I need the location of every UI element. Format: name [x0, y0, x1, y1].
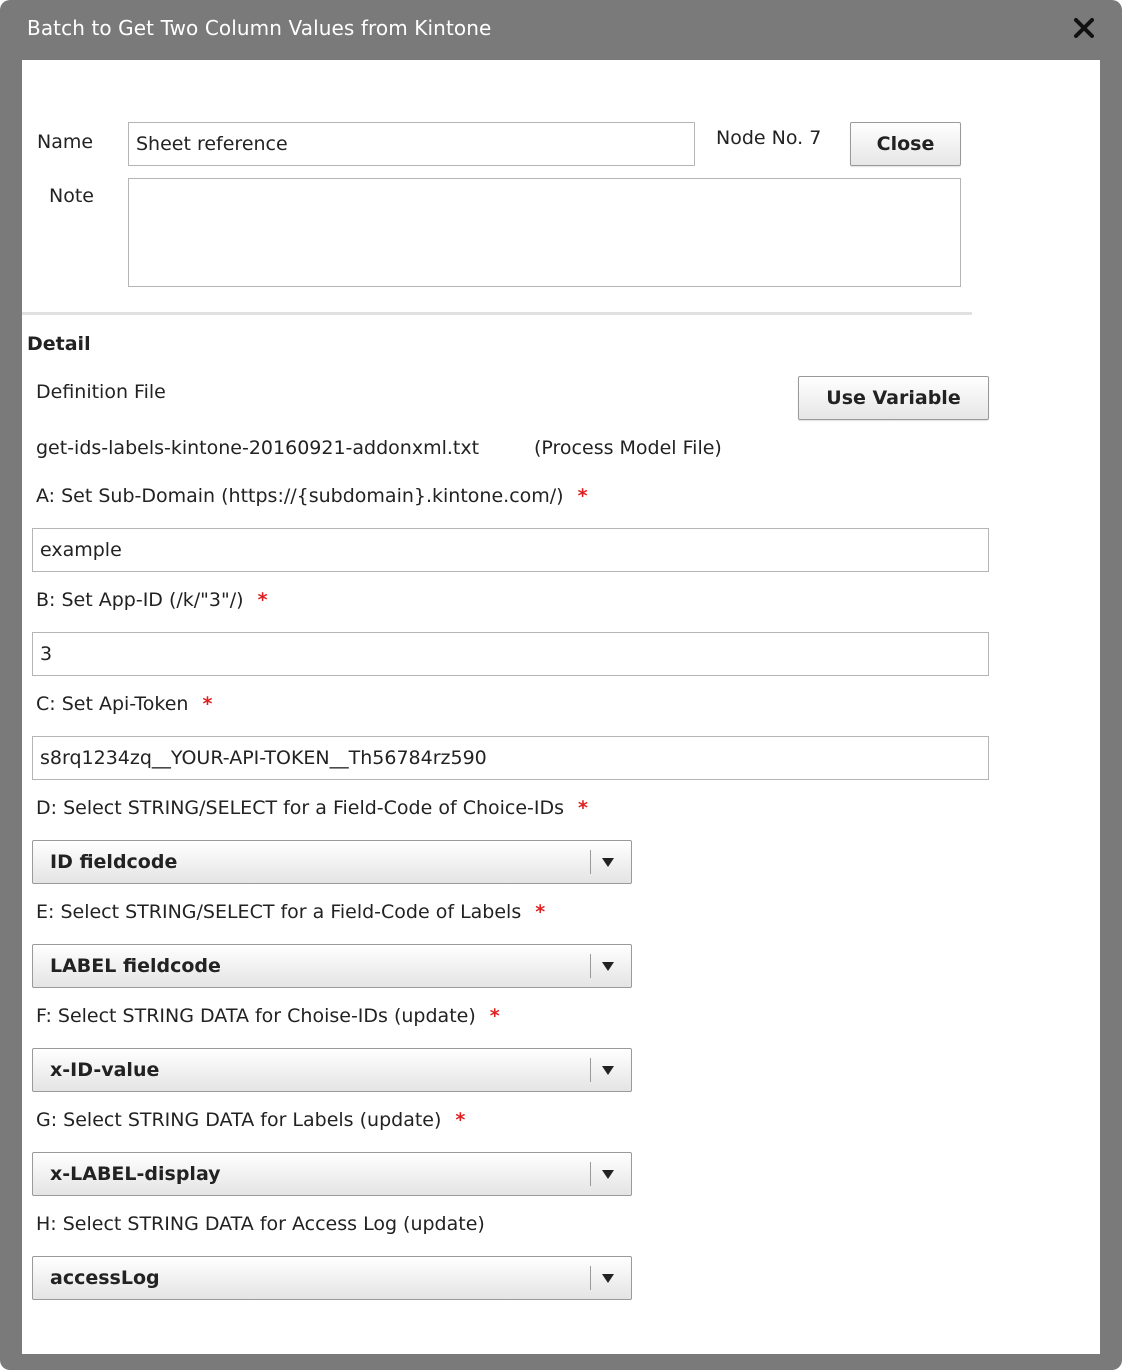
field-h-label: [36, 1213, 485, 1235]
field-f-label: [36, 1005, 500, 1027]
note-textarea[interactable]: [128, 178, 961, 287]
select-separator: [590, 954, 591, 978]
required-marker: *: [455, 1109, 466, 1131]
select-value: x-LABEL-display: [50, 1163, 221, 1185]
name-input[interactable]: [128, 122, 695, 166]
required-marker: *: [578, 797, 588, 819]
required-marker: *: [535, 901, 546, 923]
choice-ids-fieldcode-select[interactable]: [32, 840, 632, 884]
required-marker: *: [577, 485, 588, 507]
field-e-label-text: E: Select STRING/SELECT for a Field-Code of Labels: [36, 901, 522, 923]
required-marker: *: [257, 589, 268, 611]
field-c-label: [36, 693, 212, 715]
required-marker: *: [202, 693, 213, 715]
section-divider: [22, 312, 972, 315]
field-c-label-text: C: Set Api-Token: [36, 693, 189, 715]
chevron-down-icon: [602, 858, 614, 867]
field-b-label-text: B: Set App-ID (/k/"3"/): [36, 589, 244, 611]
labels-data-select[interactable]: [32, 1152, 632, 1196]
select-separator: [590, 850, 591, 874]
api-token-input[interactable]: [32, 736, 989, 780]
name-label: Name: [37, 131, 94, 153]
field-f-label-text: F: Select STRING DATA for Choise-IDs (update): [36, 1005, 476, 1027]
field-a-label-text: A: Set Sub-Domain (https://{subdomain}.kintone.com/): [36, 485, 564, 507]
node-number-label: Node No. 7: [716, 127, 822, 149]
note-label: Note: [49, 185, 94, 207]
required-marker: *: [489, 1005, 500, 1027]
title-bar[interactable]: [0, 0, 1122, 58]
select-value: accessLog: [50, 1267, 160, 1289]
labels-fieldcode-select[interactable]: [32, 944, 632, 988]
close-icon[interactable]: [1069, 12, 1099, 44]
dialog-title: Batch to Get Two Column Values from Kintone: [27, 16, 492, 40]
subdomain-input[interactable]: [32, 528, 989, 572]
app-id-input[interactable]: [32, 632, 989, 676]
detail-heading: Detail: [27, 333, 91, 355]
definition-file-type: (Process Model File): [534, 437, 722, 459]
field-g-label-text: G: Select STRING DATA for Labels (update): [36, 1109, 442, 1131]
chevron-down-icon: [602, 1170, 614, 1179]
close-button[interactable]: Close: [850, 122, 961, 166]
access-log-data-select[interactable]: [32, 1256, 632, 1300]
select-separator: [590, 1266, 591, 1290]
field-d-label-text: D: Select STRING/SELECT for a Field-Code of Choice-IDs: [36, 797, 565, 819]
field-b-label: [36, 589, 268, 611]
select-value: LABEL fieldcode: [50, 955, 221, 977]
chevron-down-icon: [602, 962, 614, 971]
definition-file-label: Definition File: [36, 381, 166, 403]
select-value: ID fieldcode: [50, 851, 178, 873]
dialog-body: [22, 60, 1100, 1354]
field-e-label: [36, 901, 545, 923]
choice-ids-data-select[interactable]: [32, 1048, 632, 1092]
definition-file-name: get-ids-labels-kintone-20160921-addonxml.txt: [36, 437, 480, 459]
chevron-down-icon: [602, 1066, 614, 1075]
field-d-label: [36, 797, 588, 819]
select-separator: [590, 1058, 591, 1082]
select-value: x-ID-value: [50, 1059, 160, 1081]
chevron-down-icon: [602, 1274, 614, 1283]
field-a-label: [36, 485, 588, 507]
use-variable-button[interactable]: Use Variable: [798, 376, 989, 420]
field-h-label-text: H: Select STRING DATA for Access Log (update): [36, 1213, 485, 1235]
select-separator: [590, 1162, 591, 1186]
field-g-label: [36, 1109, 465, 1131]
